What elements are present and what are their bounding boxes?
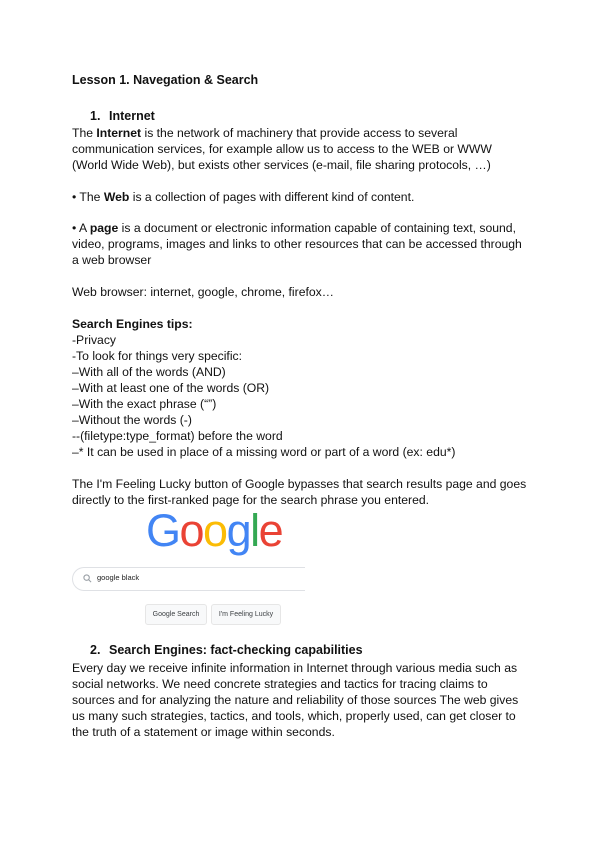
page-bullet-line-1: • A page is a document or electronic information capable of containing text, sound, — [72, 221, 516, 235]
section-2-heading: Search Engines: fact-checking capabilities — [109, 643, 363, 657]
search-query: google black — [97, 573, 140, 582]
tip-item: –With the exact phrase (“”) — [72, 397, 217, 411]
search-icon — [83, 574, 92, 583]
tip-item: –With all of the words (AND) — [72, 365, 226, 379]
logo-letter: o — [179, 505, 204, 556]
web-bullet: • The Web is a collection of pages with different kind of content. — [72, 190, 415, 204]
google-search-button[interactable]: Google Search — [145, 604, 207, 625]
internet-paragraph-line-1: The Internet is the network of machinery that provide access to several — [72, 126, 458, 140]
tips-heading: Search Engines tips: — [72, 317, 193, 331]
section-2-number: 2. — [90, 643, 101, 657]
page-title: Lesson 1. Navegation & Search — [72, 73, 259, 87]
section-1-heading: Internet — [109, 109, 155, 123]
logo-letter: o — [203, 505, 227, 556]
tip-item: --(filetype:type_format) before the word — [72, 429, 283, 443]
web-term: Web — [103, 190, 130, 204]
web-browser-line: Web browser: internet, google, chrome, firefox… — [72, 285, 334, 299]
tip-item: -Privacy — [72, 333, 117, 347]
logo-letter: g — [226, 505, 251, 556]
tip-item: –* It can be used in place of a missing word or part of a word (ex: edu*) — [72, 445, 456, 459]
logo-letter: G — [146, 505, 180, 556]
page-bullet-line-3: a web browser — [72, 253, 152, 267]
internet-paragraph-line-2: communication services, for example allow us to access to the WEB or WWW — [72, 142, 492, 156]
page-term: page — [89, 221, 119, 235]
tip-item: –With at least one of the words (OR) — [72, 381, 270, 395]
logo-letter: l — [250, 505, 259, 556]
section-2-line: us many such strategies, tactics, and tools, which, properly used, can get closer to — [72, 709, 516, 723]
logo-letter: e — [258, 505, 283, 556]
tip-item: –Without the words (-) — [72, 413, 192, 427]
section-1-number: 1. — [90, 109, 101, 123]
lucky-paragraph-line-1: The I'm Feeling Lucky button of Google bypasses that search results page and goes — [72, 477, 527, 491]
tip-item: -To look for things very specific: — [72, 349, 243, 363]
lucky-paragraph-line-2: directly to the first-ranked page for the search phrase you entered. — [72, 493, 430, 507]
section-2-line: sources and for analyzing the nature and reliability of those sources The web gives — [72, 693, 519, 707]
section-2-line: the truth of a statement or image within seconds. — [72, 725, 335, 739]
section-2-line: social networks. We need concrete strategies and tactics for tracing claims to — [72, 677, 488, 691]
page-bullet-line-2: video, programs, images and links to other resources that can be accessed through — [72, 237, 522, 251]
internet-paragraph-line-3: (World Wide Web), but exists other services (e-mail, file sharing protocols, …) — [72, 158, 491, 172]
google-search-bar[interactable] — [72, 567, 305, 591]
google-logo — [146, 505, 282, 557]
internet-term: Internet — [96, 126, 142, 140]
section-2-line: Every day we receive infinite information in Internet through various media such as — [72, 661, 518, 675]
feeling-lucky-button[interactable]: I'm Feeling Lucky — [211, 604, 281, 625]
